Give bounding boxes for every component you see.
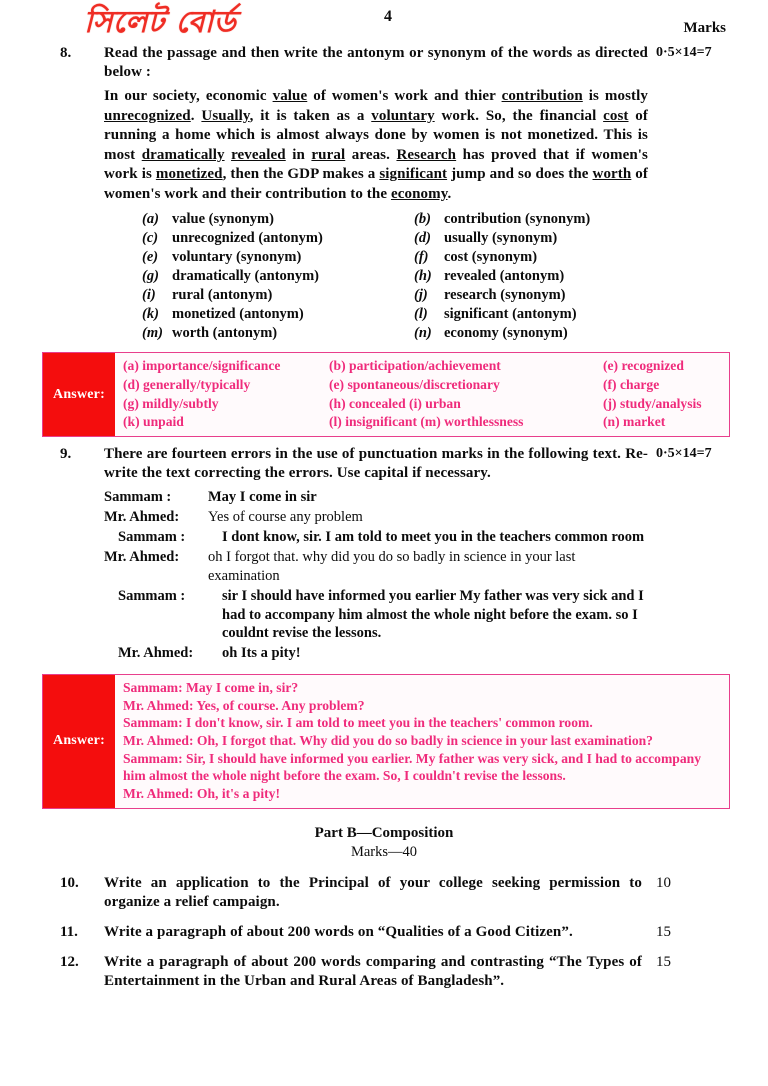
question-9 xyxy=(0,445,768,664)
answer-9-body xyxy=(115,675,729,808)
word-text: voluntary (synonym) xyxy=(172,249,302,266)
answer-line: Mr. Ahmed: Oh, I forgot that. Why did you do so badly in science in your last examination? xyxy=(123,733,653,749)
word-item xyxy=(142,268,414,285)
question-10-number: 10. xyxy=(60,874,79,891)
word-label: (c) xyxy=(142,230,159,247)
question-11 xyxy=(0,923,768,942)
question-8-number: 8. xyxy=(60,45,72,61)
part-b-heading xyxy=(0,823,768,863)
answer-8-body xyxy=(115,353,729,436)
page-header xyxy=(0,0,768,44)
question-11-marks: 15 xyxy=(656,923,671,940)
word-text: monetized (antonym) xyxy=(172,306,304,323)
question-12-number: 12. xyxy=(60,954,79,971)
word-label: (b) xyxy=(414,211,431,228)
answer-cell: (e) spontaneous/discretionary xyxy=(329,377,500,393)
word-item xyxy=(142,230,414,247)
word-item xyxy=(142,211,414,228)
dialogue-speaker: Mr. Ahmed: xyxy=(104,509,180,526)
dialogue-text: May I come in sir xyxy=(208,489,317,506)
dialogue-text: oh Its a pity! xyxy=(222,645,301,662)
dialogue-speaker: Mr. Ahmed: xyxy=(104,548,180,565)
answer-cell: (g) mildly/subtly xyxy=(123,395,219,411)
word-label: (d) xyxy=(414,230,431,247)
dialogue-text: Yes of course any problem xyxy=(208,509,363,526)
word-label: (h) xyxy=(414,268,432,285)
word-text: economy (synonym) xyxy=(444,325,568,342)
board-title: সিলেট বোর্ড xyxy=(84,5,237,40)
question-10 xyxy=(0,874,768,912)
word-text: usually (synonym) xyxy=(444,230,558,247)
answer-line: Sammam: Sir, I should have informed you earlier. My father was very sick, and I had to accompany him almost the whole night before the exam. So, I couldn't revise the lessons. xyxy=(123,750,701,784)
word-text: contribution (synonym) xyxy=(444,211,591,228)
answer-cell: (a) importance/significance xyxy=(123,358,281,374)
word-text: rural (antonym) xyxy=(172,287,273,304)
dialogue-text: sir I should have informed you earlier My father was very sick and I had to accompany him almost the whole night before the exam. so I couldnt revise the lessons. xyxy=(222,587,644,642)
question-8-stem: Read the passage and then write the antonym or synonym of the words as directed below : xyxy=(104,45,648,81)
question-11-stem: Write a paragraph of about 200 words on “Qualities of a Good Citizen”. xyxy=(104,923,573,940)
dialogue-row xyxy=(104,548,648,586)
word-label: (l) xyxy=(414,306,428,323)
answer-cell: (e) recognized xyxy=(603,358,684,374)
answer-cell: (k) unpaid xyxy=(123,414,184,430)
question-11-number: 11. xyxy=(60,923,78,940)
answer-line: Sammam: May I come in, sir? xyxy=(123,680,299,696)
question-8 xyxy=(0,44,768,342)
question-8-word-list xyxy=(104,211,648,342)
word-text: revealed (antonym) xyxy=(444,268,565,285)
word-item xyxy=(414,211,648,228)
word-item xyxy=(414,306,648,323)
answer-8-label: Answer: xyxy=(43,353,115,436)
question-12 xyxy=(0,953,768,991)
dialogue-row xyxy=(104,587,648,644)
word-label: (g) xyxy=(142,268,159,285)
word-label: (k) xyxy=(142,306,159,323)
word-item xyxy=(414,249,648,266)
word-text: dramatically (antonym) xyxy=(172,268,319,285)
word-item xyxy=(414,230,648,247)
answer-cell: (j) study/analysis xyxy=(603,395,702,411)
question-10-stem: Write an application to the Principal of your college seeking permission to organize a relief campaign. xyxy=(104,874,642,910)
answer-cell: (b) participation/achievement xyxy=(329,358,501,374)
dialogue-speaker: Sammam : xyxy=(118,587,186,604)
word-item xyxy=(414,287,648,304)
word-label: (m) xyxy=(142,325,163,342)
dialogue-speaker: Sammam : xyxy=(118,529,186,546)
part-b-title: Part B—Composition xyxy=(314,824,454,841)
answer-cell: (h) concealed (i) urban xyxy=(329,395,461,411)
word-label: (f) xyxy=(414,249,429,266)
dialogue-text: oh I forgot that. why did you do so badly in science in your last examination xyxy=(208,548,576,584)
question-9-stem: There are fourteen errors in the use of punctuation marks in the following text. Re-write the text correcting the errors. Use capital if necessary. xyxy=(104,446,648,482)
dialogue-speaker: Sammam : xyxy=(104,489,172,506)
question-8-marks: 0·5×14=7 xyxy=(656,45,712,60)
word-text: significant (antonym) xyxy=(444,306,577,323)
word-label: (j) xyxy=(414,287,428,304)
word-label: (n) xyxy=(414,325,432,342)
question-9-number: 9. xyxy=(60,446,72,463)
marks-column-header: Marks xyxy=(683,20,726,36)
question-12-stem: Write a paragraph of about 200 words comparing and contrasting “The Types of Entertainment in the Urban and Rural Areas of Bangladesh”. xyxy=(104,954,642,990)
word-text: cost (synonym) xyxy=(444,249,538,266)
word-item xyxy=(142,249,414,266)
answer-line: Mr. Ahmed: Oh, it's a pity! xyxy=(123,786,280,802)
question-12-marks: 15 xyxy=(656,954,671,971)
answer-line: Sammam: I don't know, sir. I am told to meet you in the teachers' common room. xyxy=(123,715,593,731)
word-text: unrecognized (antonym) xyxy=(172,230,323,247)
page-number: 4 xyxy=(384,8,392,25)
dialogue-row xyxy=(104,528,648,547)
dialogue-speaker: Mr. Ahmed: xyxy=(118,645,194,662)
dialogue-text: I dont know, sir. I am told to meet you in the teachers common room xyxy=(222,529,645,546)
answer-box-9 xyxy=(42,674,730,809)
question-9-marks: 0·5×14=7 xyxy=(656,446,712,462)
word-item xyxy=(142,325,414,342)
dialogue-row xyxy=(104,488,648,507)
dialogue-row xyxy=(104,644,648,663)
answer-cell: (f) charge xyxy=(603,377,660,393)
word-item xyxy=(414,268,648,285)
answer-line: Mr. Ahmed: Yes, of course. Any problem? xyxy=(123,697,365,713)
answer-9-label: Answer: xyxy=(43,675,115,808)
word-label: (a) xyxy=(142,211,159,228)
word-item xyxy=(142,287,414,304)
question-9-dialogue xyxy=(104,488,648,663)
answer-cell: (d) generally/typically xyxy=(123,377,251,393)
answer-box-8 xyxy=(42,352,730,437)
word-item xyxy=(142,306,414,323)
word-item xyxy=(414,325,648,342)
word-label: (e) xyxy=(142,249,159,266)
answer-cell: (l) insignificant (m) worthlessness xyxy=(329,414,524,430)
dialogue-row xyxy=(104,508,648,527)
word-text: worth (antonym) xyxy=(172,325,278,342)
word-label: (i) xyxy=(142,287,156,304)
word-text: research (synonym) xyxy=(444,287,566,304)
part-b-marks: Marks—40 xyxy=(350,843,418,860)
word-text: value (synonym) xyxy=(172,211,274,228)
question-8-passage: In our society, economic value of women's work and thier contribution is mostly unrecognized. Usually, it is taken as a voluntary work. So, the financial cost of running a home which is almost always done by women is not monetized. This is most dramatically revealed in rural areas. Research has proved that if women's work is monetized, then the GDP makes a significant jump and so does the worth of women's work and their contribution to the economy. xyxy=(104,88,649,202)
question-10-marks: 10 xyxy=(656,874,671,891)
answer-cell: (n) market xyxy=(603,414,666,430)
